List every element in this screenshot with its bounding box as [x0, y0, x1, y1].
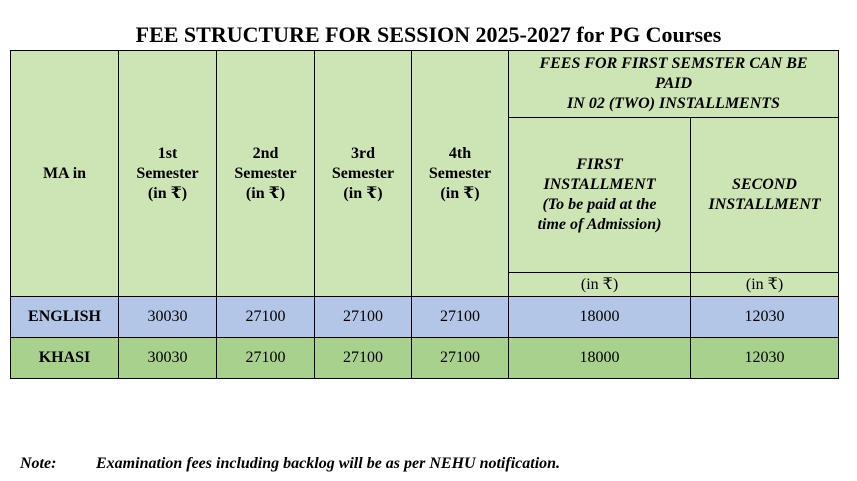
header-semester-2: 2nd Semester (in ₹)	[217, 51, 315, 297]
header-semester-1: 1st Semester (in ₹)	[119, 51, 217, 297]
second-installment-fee: 12030	[691, 297, 839, 338]
header-ma-in: MA in	[11, 51, 119, 297]
sem4-fee: 27100	[412, 297, 509, 338]
header-semester-3: 3rd Semester (in ₹)	[315, 51, 412, 297]
page-title: FEE STRUCTURE FOR SESSION 2025-2027 for PG Courses	[135, 22, 722, 47]
first-installment-unit: (in ₹)	[509, 273, 691, 297]
first-installment-fee: 18000	[509, 297, 691, 338]
header-second-installment: SECOND INSTALLMENT	[691, 118, 839, 273]
table-row	[11, 297, 839, 338]
header-first-installment: FIRST INSTALLMENT (To be paid at the time of Admission)	[509, 118, 691, 273]
sem1-fee: 30030	[119, 338, 217, 379]
second-installment-fee: 12030	[691, 338, 839, 379]
course-name: KHASI	[11, 338, 119, 379]
note-text: Examination fees including backlog will be as per NEHU notification.	[96, 455, 561, 472]
sem1-fee: 30030	[119, 297, 217, 338]
sem4-fee: 27100	[412, 338, 509, 379]
fee-structure-table	[10, 50, 839, 379]
second-installment-unit: (in ₹)	[691, 273, 839, 297]
sem2-fee: 27100	[217, 338, 315, 379]
sem3-fee: 27100	[315, 297, 412, 338]
note-label: Note:	[20, 455, 57, 472]
header-installments-group: FEES FOR FIRST SEMSTER CAN BE PAID IN 02 (TWO) INSTALLMENTS	[509, 51, 839, 118]
sem2-fee: 27100	[217, 297, 315, 338]
course-name: ENGLISH	[11, 297, 119, 338]
sem3-fee: 27100	[315, 338, 412, 379]
table-row	[11, 338, 839, 379]
first-installment-fee: 18000	[509, 338, 691, 379]
header-semester-4: 4th Semester (in ₹)	[412, 51, 509, 297]
